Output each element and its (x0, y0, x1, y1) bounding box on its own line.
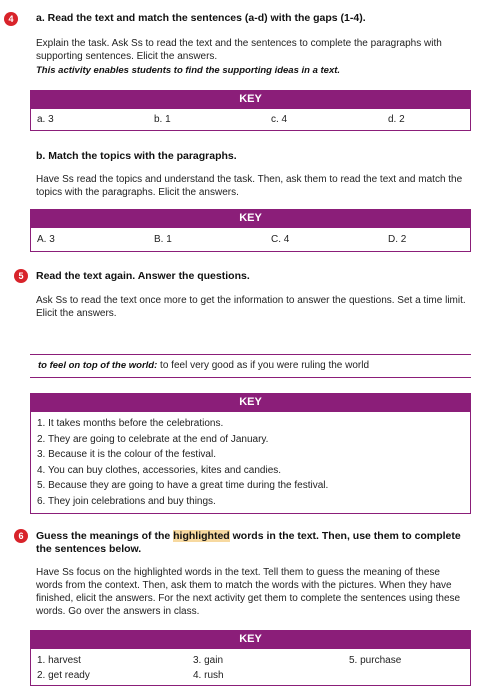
key-b-item: A. 3 (37, 234, 55, 245)
key-6-header: KEY (30, 630, 471, 649)
key-5-item: 4. You can buy clothes, accessories, kites and candies. (37, 464, 282, 476)
key-5-item: 3. Because it is the colour of the festival. (37, 449, 216, 460)
idiom-definition: to feel very good as if you were ruling the world (157, 360, 370, 371)
key-6-item: 1. harvest (37, 655, 81, 666)
section-6-text-3: finished, elicit the answers. For the next activity get them to complete the sentences using these (36, 593, 461, 604)
idiom-term: to feel on top of the world: (38, 360, 158, 371)
key-a-box (30, 109, 471, 131)
section-6-title-part: words in the text. Then, use them to complete (229, 530, 461, 542)
section-5-title: Read the text again. Answer the questions. (36, 270, 250, 282)
key-b-box (30, 228, 471, 252)
key-b-item: D. 2 (388, 234, 407, 245)
section-6-text-4: words. Go over the answers in class. (36, 606, 200, 617)
section-6-text-1: Have Ss focus on the highlighted words in the text. Tell them to guess the meaning of these (36, 567, 440, 578)
key-6-item: 2. get ready (37, 670, 90, 681)
task-a-text-1: Explain the task. Ask Ss to read the text and the sentences to complete the paragraphs with (36, 38, 442, 49)
key-5-item: 6. They join celebrations and buy things. (37, 495, 216, 507)
key-a-item: a. 3 (37, 114, 54, 125)
section-5-text-2: Elicit the answers. (36, 308, 117, 319)
key-a-item: c. 4 (271, 114, 288, 125)
key-5-item: 1. It takes months before the celebrations. (37, 418, 224, 429)
task-a-note: This activity enables students to find the supporting ideas in a text. (36, 65, 341, 76)
section-number-4: 4 (4, 12, 18, 26)
key-a-header: KEY (30, 90, 471, 109)
key-a-item: b. 1 (154, 114, 171, 125)
key-5-item: 5. Because they are going to have a great time during the festival. (37, 480, 329, 491)
key-5-box (30, 412, 471, 514)
key-b-header: KEY (30, 209, 471, 228)
section-5-text-1: Ask Ss to read the text once more to get the information to answer the questions. Set a time limit. (36, 295, 466, 306)
key-6-item: 3. gain (193, 655, 224, 666)
task-a-title: a. Read the text and match the sentences (a-d) with the gaps (1-4). (36, 12, 366, 24)
task-b-text-2: topics with the paragraphs. Elicit the answers. (36, 187, 239, 198)
task-b-text-1: Have Ss read the topics and understand the task. Then, ask them to read the text and match the (36, 174, 463, 185)
highlighted-word: highlighted (173, 530, 230, 542)
section-number-6: 6 (14, 529, 28, 543)
task-a-text-2: supporting sentences. Elicit the answers. (36, 51, 218, 62)
key-6-item: 4. rush (193, 670, 224, 681)
key-b-item: C. 4 (271, 234, 290, 245)
section-number-5: 5 (14, 269, 28, 283)
section-6-title (36, 530, 461, 542)
key-a-item: d. 2 (388, 114, 405, 125)
section-6-title-part: Guess the meanings of the (36, 530, 174, 542)
idiom-strip (30, 354, 471, 378)
key-5-item: 2. They are going to celebrate at the end of January. (37, 433, 269, 445)
key-5-header: KEY (30, 393, 471, 412)
key-b-item: B. 1 (154, 234, 172, 245)
section-6-text-2: words from the context. Then, ask them to match the words with the pictures. When they have (36, 580, 452, 591)
task-b-title: b. Match the topics with the paragraphs. (36, 150, 237, 162)
key-6-box (30, 649, 471, 686)
key-6-item: 5. purchase (349, 655, 402, 666)
section-6-title-line-2: the sentences below. (36, 543, 142, 555)
